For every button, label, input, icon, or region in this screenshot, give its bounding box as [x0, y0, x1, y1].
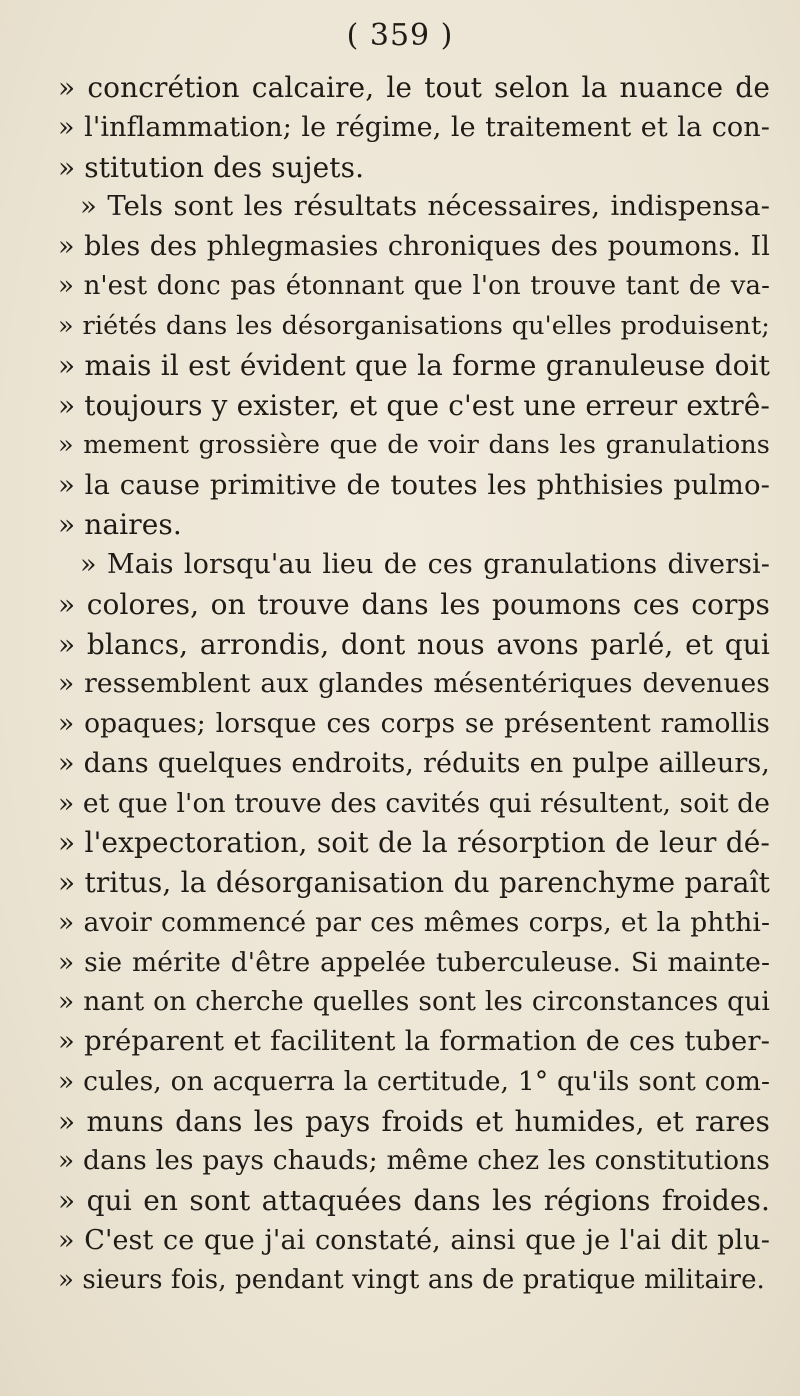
text-line: » naires. — [58, 508, 182, 542]
text-line: » bles des phlegmasies chroniques des poumons. Il — [58, 231, 770, 262]
text-line: » concrétion calcaire, le tout selon la nuance de — [58, 71, 770, 104]
text-line: » dans quelques endroits, réduits en pulpe ailleurs, — [58, 747, 770, 779]
text-line: » muns dans les pays froids et humides, et rares — [58, 1104, 770, 1138]
text-line: » la cause primitive de toutes les phthisies pulmo- — [58, 468, 770, 501]
text-line: » l'expectoration, soit de la résorption de leur dé- — [58, 826, 770, 860]
text-line: » ressemblent aux glandes mésentériques devenues — [58, 668, 770, 700]
text-line: » nant on cherche quelles sont les circonstances qui — [58, 986, 770, 1018]
body-text — [58, 68, 770, 1300]
text-line: » avoir commencé par ces mêmes corps, et la phthi- — [58, 906, 770, 938]
text-line: » tritus, la désorganisation du parenchyme paraît — [58, 866, 770, 899]
text-line: » riétés dans les désorganisations qu'elles produisent; — [58, 310, 770, 341]
text-line: » toujours y exister, et que c'est une erreur extrê- — [58, 389, 770, 422]
text-line: » qui en sont attaquées dans les régions froides. — [58, 1184, 770, 1217]
text-line: » opaques; lorsque ces corps se présentent ramollis — [58, 708, 770, 739]
page-number: ( 359 ) — [346, 18, 454, 53]
text-line: » préparent et facilitent la formation de ces tuber- — [58, 1025, 770, 1057]
text-line: » cules, on acquerra la certitude, 1° qu'ils sont com- — [58, 1065, 770, 1097]
text-line: » sieurs fois, pendant vingt ans de pratique militaire. — [58, 1264, 765, 1295]
text-line: » Mais lorsqu'au lieu de ces granulations diversi- — [80, 549, 770, 580]
text-line: » C'est ce que j'ai constaté, ainsi que je l'ai dit plu- — [58, 1224, 770, 1256]
text-line: » stitution des sujets. — [58, 150, 365, 184]
text-line: » mais il est évident que la forme granuleuse doit — [58, 349, 770, 383]
text-line: » n'est donc pas étonnant que l'on trouve tant de va- — [58, 270, 770, 301]
text-line: » et que l'on trouve des cavités qui résultent, soit de — [58, 787, 770, 819]
text-line: » sie mérite d'être appelée tuberculeuse. Si mainte- — [58, 946, 770, 978]
text-line: » mement grossière que de voir dans les granulations — [58, 429, 770, 460]
text-line: » dans les pays chauds; même chez les constitutions — [58, 1145, 770, 1177]
text-line: » l'inflammation; le régime, le traitement et la con- — [58, 111, 770, 143]
text-line: » blancs, arrondis, dont nous avons parlé, et qui — [58, 627, 770, 661]
text-line: » Tels sont les résultats nécessaires, indispensa- — [80, 190, 770, 223]
text-line: » colores, on trouve dans les poumons ces corps — [58, 587, 770, 621]
